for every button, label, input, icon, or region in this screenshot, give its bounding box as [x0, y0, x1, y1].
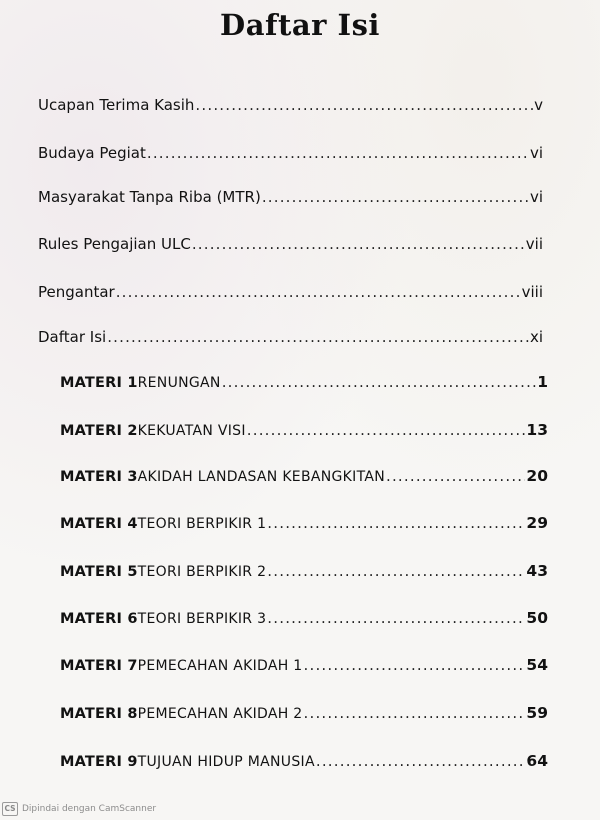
dot-leader [267, 560, 525, 582]
chapter-number: MATERI 2 [60, 423, 138, 439]
toc-entry-page: viii [521, 283, 543, 301]
scanner-watermark [2, 802, 156, 816]
toc-entry-page: vii [525, 235, 543, 253]
chapter-number: MATERI 6 [60, 611, 138, 627]
toc-entry-label: Rules Pengajian ULC [38, 235, 191, 253]
chapter-title: TEORI BERPIKIR 1 [137, 516, 267, 532]
toc-chapter-8 [60, 702, 548, 725]
chapter-page: 13 [526, 421, 548, 439]
dot-leader [267, 607, 525, 629]
chapter-page: 54 [526, 656, 548, 674]
toc-chapter-6 [60, 607, 548, 630]
dot-leader [116, 281, 521, 303]
chapter-page: 59 [526, 704, 548, 722]
dot-leader [386, 465, 525, 487]
chapter-number: MATERI 7 [60, 658, 138, 674]
toc-chapter-1 [60, 371, 548, 394]
toc-entry-ucapan-terima-kasih [38, 94, 543, 116]
chapter-number: MATERI 3 [60, 469, 138, 485]
toc-entry-label: Budaya Pegiat [38, 144, 146, 162]
toc-entry-label: Ucapan Terima Kasih [38, 96, 195, 114]
chapter-number: MATERI 8 [60, 706, 138, 722]
toc-entry-rules-pengajian [38, 233, 543, 255]
dot-leader [247, 419, 526, 441]
chapter-page: 29 [526, 514, 548, 532]
toc-chapter-2 [60, 419, 548, 442]
chapter-page: 1 [537, 373, 548, 391]
chapter-title: PEMECAHAN AKIDAH 2 [137, 706, 303, 722]
chapter-number: MATERI 4 [60, 516, 138, 532]
dot-leader [316, 750, 526, 772]
chapter-title: TEORI BERPIKIR 2 [137, 564, 267, 580]
chapter-title: PEMECAHAN AKIDAH 1 [137, 658, 303, 674]
toc-entry-budaya-pegiat [38, 142, 543, 164]
page-title: Daftar Isi [220, 8, 380, 42]
dot-leader [262, 186, 529, 208]
toc-entry-page: vi [529, 188, 543, 206]
dot-leader [222, 371, 537, 393]
camscanner-logo-icon: CS [2, 802, 18, 816]
dot-leader [304, 702, 526, 724]
toc-chapter-4 [60, 512, 548, 535]
chapter-page: 20 [526, 467, 548, 485]
toc-entry-daftar-isi [38, 326, 543, 348]
toc-chapter-9 [60, 750, 548, 773]
toc-chapter-3 [60, 465, 548, 488]
chapter-title: TEORI BERPIKIR 3 [137, 611, 267, 627]
toc-entry-masyarakat-tanpa-riba [38, 186, 543, 208]
scanner-watermark-text: Dipindai dengan CamScanner [22, 804, 157, 814]
dot-leader [304, 654, 526, 676]
chapter-title: TUJUAN HIDUP MANUSIA [137, 754, 315, 770]
chapter-number: MATERI 9 [60, 754, 138, 770]
dot-leader [195, 94, 533, 116]
chapter-page: 50 [526, 609, 548, 627]
chapter-number: MATERI 1 [60, 375, 138, 391]
chapter-page: 43 [526, 562, 548, 580]
chapter-title: RENUNGAN [137, 375, 221, 391]
toc-entry-pengantar [38, 281, 543, 303]
toc-entry-label: Pengantar [38, 283, 115, 301]
toc-entry-page: v [534, 96, 543, 114]
toc-entry-page: vi [529, 144, 543, 162]
chapter-page: 64 [526, 752, 548, 770]
chapter-number: MATERI 5 [60, 564, 138, 580]
chapter-title: AKIDAH LANDASAN KEBANGKITAN [137, 469, 385, 485]
toc-chapter-5 [60, 560, 548, 583]
dot-leader [192, 233, 525, 255]
chapter-title: KEKUATAN VISI [137, 423, 246, 439]
toc-chapter-7 [60, 654, 548, 677]
toc-entry-page: xi [529, 328, 543, 346]
toc-entry-label: Daftar Isi [38, 328, 107, 346]
toc-entry-label: Masyarakat Tanpa Riba (MTR) [38, 188, 261, 206]
dot-leader [267, 512, 525, 534]
dot-leader [147, 142, 529, 164]
dot-leader [107, 326, 529, 348]
